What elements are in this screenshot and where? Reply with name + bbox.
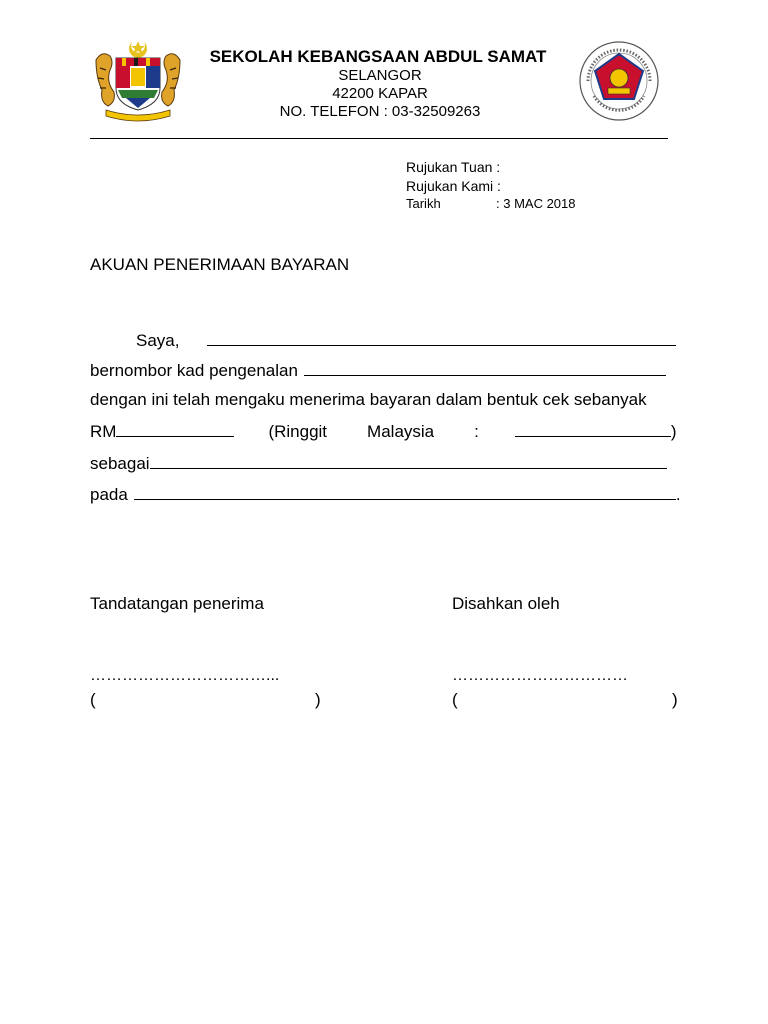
recipient-name-close: ) bbox=[315, 690, 321, 709]
recipient-name-open: ( bbox=[90, 690, 96, 709]
sebagai-text: sebagai bbox=[90, 454, 150, 473]
line-ic bbox=[90, 360, 678, 381]
school-postcode: 42200 KAPAR bbox=[332, 85, 428, 102]
malaysia-text: Malaysia bbox=[367, 422, 435, 441]
school-name: SEKOLAH KEBANGSAAN ABDUL SAMAT bbox=[209, 47, 547, 66]
words-blank bbox=[515, 421, 671, 437]
ic-text: bernombor kad pengenalan bbox=[90, 361, 298, 380]
period-text: . bbox=[675, 485, 681, 504]
line-pada bbox=[90, 484, 681, 505]
line-saya bbox=[90, 330, 678, 351]
saya-text: Saya, bbox=[136, 331, 180, 350]
line-statement bbox=[90, 390, 678, 410]
ringgit-text: (Ringgit bbox=[268, 422, 328, 441]
verifier-name-close: ) bbox=[672, 690, 678, 709]
pada-text: pada bbox=[90, 485, 128, 504]
ref-your: Rujukan Tuan : bbox=[406, 159, 501, 175]
ref-ours: Rujukan Kami : bbox=[406, 178, 501, 194]
statement-text: dengan ini telah mengaku menerima bayaran dalam bentuk cek sebanyak bbox=[90, 390, 647, 409]
colon-text: : bbox=[474, 422, 479, 441]
document-title: AKUAN PENERIMAAN BAYARAN bbox=[90, 255, 350, 274]
school-state: SELANGOR bbox=[338, 67, 422, 84]
verifier-name-open: ( bbox=[452, 690, 458, 709]
verified-by-label: Disahkan oleh bbox=[452, 594, 560, 613]
date-value: : 3 MAC 2018 bbox=[496, 196, 576, 211]
recipient-signature-line: ……………………………... bbox=[90, 667, 280, 684]
recipient-signature-label: Tandatangan penerima bbox=[90, 594, 264, 613]
close-paren-text: ) bbox=[670, 422, 677, 441]
name-blank bbox=[207, 330, 676, 346]
ic-blank bbox=[304, 360, 666, 376]
line-amount bbox=[90, 421, 678, 442]
date-blank bbox=[134, 484, 676, 500]
school-telephone: NO. TELEFON : 03-32509263 bbox=[279, 103, 481, 120]
line-sebagai bbox=[90, 453, 678, 474]
ref-date bbox=[406, 196, 576, 211]
rm-blank bbox=[116, 421, 234, 437]
rm-text: RM bbox=[90, 422, 117, 441]
verifier-signature-line: …………………………… bbox=[452, 667, 628, 684]
date-label: Tarikh bbox=[406, 196, 441, 211]
purpose-blank bbox=[150, 453, 667, 469]
header-divider bbox=[90, 138, 668, 139]
